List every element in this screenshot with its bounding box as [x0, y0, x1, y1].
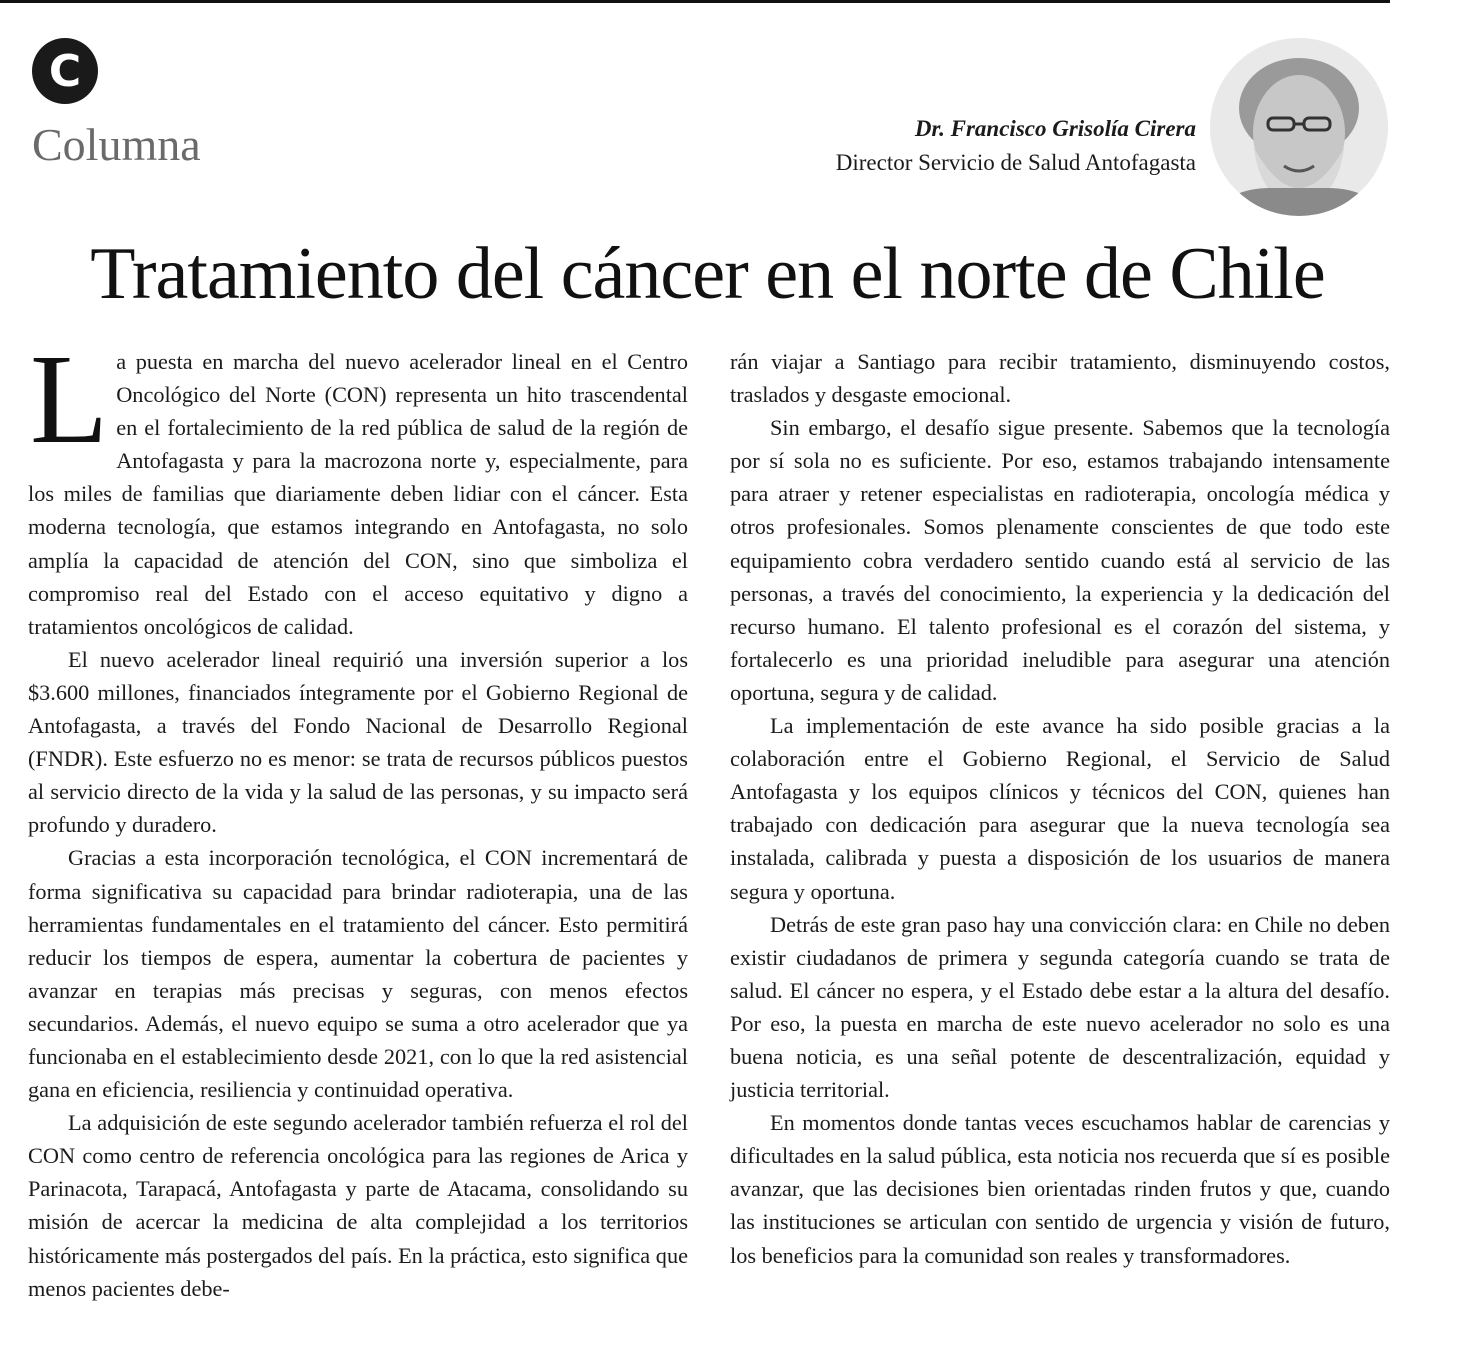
drop-cap: L — [30, 328, 109, 470]
author-portrait-illustration — [1210, 38, 1388, 216]
article-paragraph: El nuevo acelerador lineal requirió una inversión superior a los $3.600 millones, financiados íntegramente por el Gobierno Regional de Antofagasta, a través del Fondo Nacional de Desarrollo Regional (FNDR). Este esfuerzo no es menor: se trata de recursos públicos puestos al servicio directo de la vida y la salud de las personas, y su impacto será profundo y duradero. — [28, 646, 688, 838]
top-rule — [0, 0, 1390, 3]
paragraph-text: a puesta en marcha del nuevo acelerador lineal en el Centro Oncológico del Norte (CON) representa un hito trascendental en el fortalecimiento de la red pública de salud de la región de Antofagasta y para la macrozona norte y, especialmente, para los miles de familias que diariamente deben lidiar con el cáncer. Esta moderna tecnología, que estamos integrando en Antofagasta, no solo amplía la capacidad de atención del CON, sino que simboliza el compromiso real del Estado con el acceso equitativo y digno a tratamientos oncológicos de calidad. — [28, 349, 688, 639]
article-paragraph: En momentos donde tantas veces escuchamos hablar de carencias y dificultades en la salud pública, esta noticia nos recuerda que sí es posible avanzar, que las decisiones bien orientadas rinden frutos y que, cuando las instituciones se articulan con sentido de urgencia y visión de futuro, los beneficios para la comunidad son reales y transformadores. — [730, 1110, 1390, 1268]
article-paragraph — [28, 328, 688, 643]
section-label: Columna — [32, 119, 201, 170]
author-role: Director Servicio de Salud Antofagasta — [835, 150, 1196, 175]
article-paragraph: Gracias a esta incorporación tecnológica, el CON incrementará de forma significativa su capacidad para brindar radioterapia, una de las herramientas fundamentales en el tratamiento del cáncer. Esto permitirá reducir los tiempos de espera, aumentar la cobertura de pacientes y avanzar en terapias más precisas y seguras, con menos efectos secundarios. Además, el nuevo equipo se suma a otro acelerador que ya funcionaba en el establecimiento desde 2021, con lo que la red asistencial gana en eficiencia, resiliencia y continuidad operativa. — [28, 845, 688, 1103]
article-column-right — [730, 345, 1390, 1272]
author-name: Dr. Francisco Grisolía Cirera — [914, 116, 1196, 141]
article-paragraph: Detrás de este gran paso hay una convicción clara: en Chile no deben existir ciudadanos de primera y segunda categoría cuando se trata de salud. El cáncer no espera, y el Estado debe estar a la altura del desafío. Por eso, la puesta en marcha de este nuevo acelerador no solo es una buena noticia, es una señal potente de descentralización, equidad y justicia territorial. — [730, 911, 1390, 1103]
author-portrait — [1210, 38, 1388, 216]
headline: Tratamiento del cáncer en el norte de Chile — [90, 233, 1325, 315]
article-paragraph: La adquisición de este segundo acelerador también refuerza el rol del CON como centro de referencia oncológica para las regiones de Arica y Parinacota, Tarapacá, Antofagasta y parte de Atacama, consolidando su misión de acercar la medicina de alta complejidad a los territorios históricamente más postergados del país. En la práctica, esto significa que menos pacientes debe- — [28, 1110, 688, 1301]
article-paragraph: La implementación de este avance ha sido posible gracias a la colaboración entre el Gobierno Regional, el Servicio de Salud Antofagasta y los equipos clínicos y técnicos del CON, quienes han trabajado con dedicación para asegurar que la nueva tecnología sea instalada, calibrada y puesta a disposición de los usuarios de manera segura y oportuna. — [730, 713, 1390, 904]
article-column-left — [28, 328, 688, 1305]
article-paragraph: Sin embargo, el desafío sigue presente. Sabemos que la tecnología por sí sola no es suficiente. Por eso, estamos trabajando intensamente para atraer y retener especialistas en radioterapia, oncología médica y otros profesionales. Somos plenamente conscientes de que todo este equipamiento cobra verdadero sentido cuando está al servicio de las personas, a través del conocimiento, la experiencia y la dedicación del recurso humano. El talento profesional es el corazón del sistema, y fortalecerlo es una prioridad ineludible para asegurar una atención oportuna, segura y de calidad. — [730, 415, 1390, 705]
article-paragraph: rán viajar a Santiago para recibir tratamiento, disminuyendo costos, traslados y desgaste emocional. — [730, 349, 1390, 408]
section-badge: C — [32, 38, 98, 104]
author-byline — [836, 112, 1196, 180]
